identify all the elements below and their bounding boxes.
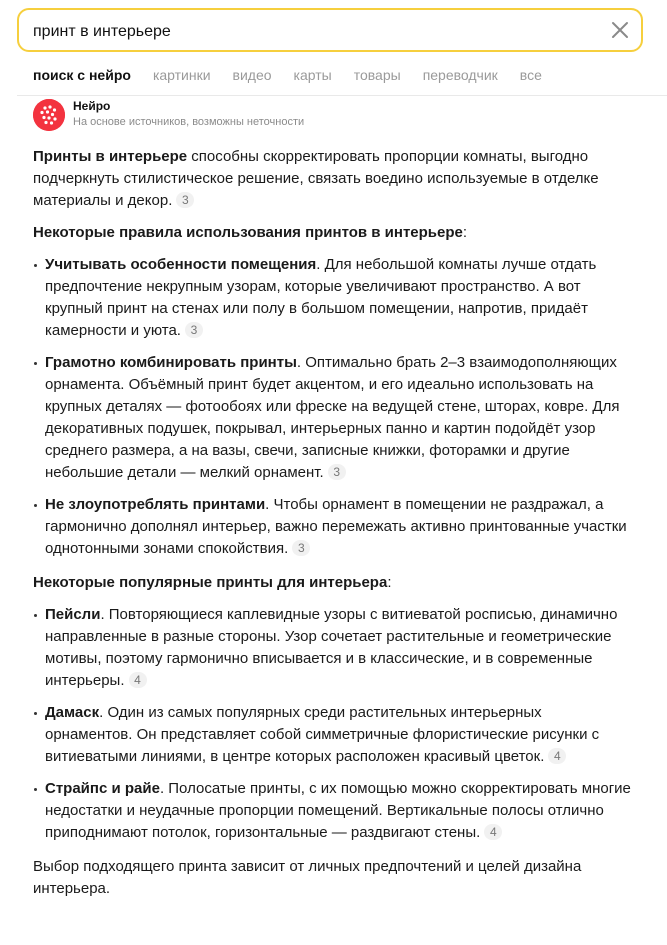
tabs-divider xyxy=(17,95,667,96)
search-input[interactable]: принт в интерьере xyxy=(33,23,171,40)
rules-heading: Некоторые правила использования принтов в интерьере: xyxy=(33,224,468,241)
neiro-disclaimer: На основе источников, возможны неточности xyxy=(73,116,305,128)
popular-list xyxy=(33,604,633,844)
intro-text: способны скорректировать пропорции комнаты, выгодно подчеркнуть стилистическое решение, связать воедино используемые в отделке материалы и декор. xyxy=(33,148,599,209)
source-ref-badge[interactable]: 4 xyxy=(548,748,566,764)
tab-all[interactable]: все xyxy=(519,67,542,83)
source-ref-badge[interactable]: 3 xyxy=(328,464,346,480)
tab-neiro-search[interactable]: поиск с нейро xyxy=(33,67,131,83)
source-ref-badge[interactable]: 3 xyxy=(176,192,194,208)
list-item: Грамотно комбинировать принты. Оптимально брать 2–3 взаимодополняющих орнамента. Объёмный принт будет акцентом, и его идеально использовать на крупных деталях — фотообоях или фреске на ведущей стене, шторах, ковре. Для декоративных подушек, покрывал, интерьерных панно и картин подойдёт узор среднего размера, а на вазы, свечи, записные книжки, фоторамки и другие небольшие детали — мелкий орнамент. 3 xyxy=(33,352,633,484)
list-item: Страйпс и райе. Полосатые принты, с их помощью можно скорректировать многие недостатки и неудачные пропорции помещений. Вертикальные полосы отлично приподнимают потолок, горизонтальные — раздвигают стены. 4 xyxy=(33,778,633,844)
tab-images[interactable]: картинки xyxy=(152,67,211,83)
search-tabs xyxy=(33,66,564,86)
source-ref-badge[interactable]: 4 xyxy=(129,672,147,688)
search-box[interactable] xyxy=(17,8,643,52)
tab-products[interactable]: товары xyxy=(353,67,401,83)
neiro-logo-icon xyxy=(33,99,65,131)
rules-list xyxy=(33,254,633,560)
list-item: Дамаск. Один из самых популярных среди растительных интерьерных орнаментов. Он представляет собой симметричные флористические рисунки с витиеватыми линиями, в центре которых расположен красивый цветок. 4 xyxy=(33,702,633,768)
answer-conclusion: Выбор подходящего принта зависит от личных предпочтений и целей дизайна интерьера. xyxy=(33,858,582,897)
popular-heading: Некоторые популярные принты для интерьера: xyxy=(33,574,392,591)
tab-maps[interactable]: карты xyxy=(293,67,332,83)
source-ref-badge[interactable]: 3 xyxy=(292,540,310,556)
list-item: Учитывать особенности помещения. Для небольшой комнаты лучше отдать предпочтение некрупным узорам, которые увеличивают пространство. А вот крупный принт на стенах или полу в большом помещении, напротив, придаёт камерности и уюта. 3 xyxy=(33,254,633,342)
answer-intro xyxy=(33,146,633,212)
intro-bold: Принты в интерьере xyxy=(33,148,188,165)
tab-translator[interactable]: переводчик xyxy=(422,67,498,83)
neiro-answer xyxy=(33,146,633,910)
list-item: Пейсли. Повторяющиеся каплевидные узоры с витиеватой росписью, динамично направленные в разные стороны. Узор сочетает растительные и геометрические мотивы, поэтому гармонично вписывается и в классические, и в современные интерьеры. 4 xyxy=(33,604,633,692)
neiro-title: Нейро xyxy=(73,99,111,113)
source-ref-badge[interactable]: 4 xyxy=(484,824,502,840)
clear-search-icon[interactable] xyxy=(609,19,631,41)
list-item: Не злоупотреблять принтами. Чтобы орнамент в помещении не раздражал, а гармонично дополнял интерьер, важно перемежать активно принтованные участки однотонными зонами спокойствия. 3 xyxy=(33,494,633,560)
tab-video[interactable]: видео xyxy=(232,67,272,83)
source-ref-badge[interactable]: 3 xyxy=(185,322,203,338)
